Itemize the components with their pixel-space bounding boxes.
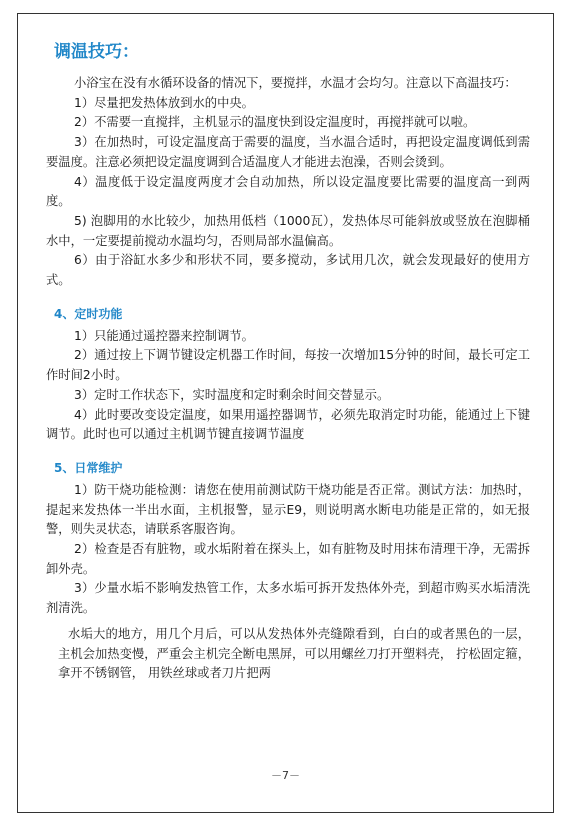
- tip-item: 4）温度低于设定温度两度才会自动加热，所以设定温度要比需要的温度高一到两度。: [46, 174, 530, 209]
- tip-item: 2）不需要一直搅拌，主机显示的温度快到设定温度时，再搅拌就可以啦。: [74, 115, 476, 130]
- tip-item: 5) 泡脚用的水比较少，加热用低档（1000瓦），发热体尽可能斜放或竖放在泡脚桶水中，一定要提前搅动水温均匀，否则局部水温偏高。: [46, 213, 530, 248]
- section-heading-maintenance: 5、日常维护: [54, 460, 123, 475]
- intro-paragraph: 小浴宝在没有水循环设备的情况下，要搅拌，水温才会均匀。注意以下高温技巧：: [74, 76, 517, 90]
- page-number: －7－: [271, 769, 300, 782]
- page-content: [46, 40, 530, 684]
- maintenance-item: 1）防干烧功能检测：请您在使用前测试防干烧功能是否正常。测试方法：加热时，提起来发热体一半出水面，主机报警，显示E9，则说明离水断电功能是正常的，如无报警，则失灵状态，请联系客服咨询。: [46, 482, 530, 537]
- maintenance-item: 3）少量水垢不影响发热管工作，太多水垢可拆开发热体外壳，到超市购买水垢清洗剂清洗。: [46, 581, 530, 616]
- tip-item: 3）在加热时，可设定温度高于需要的温度，当水温合适时，再把设定温度调低到需要温度。注意必须把设定温度调到合适温度人才能进去泡澡，否则会烫到。: [46, 135, 530, 169]
- maintenance-item: 2）检查是否有脏物，或水垢附着在探头上，如有脏物及时用抹布清理干净，无需拆卸外壳。: [46, 542, 530, 576]
- tip-item: 6）由于浴缸水多少和形状不同，要多搅动，多试用几次，就会发现最好的使用方式。: [46, 253, 530, 288]
- timer-item: 2）通过按上下调节键设定机器工作时间，每按一次增加15分钟的时间，最长可定工作时间2小时。: [46, 348, 530, 383]
- maintenance-note: 水垢大的地方，用几个月后，可以从发热体外壳缝隙看到，白白的或者黑色的一层，主机会加热变慢，严重会主机完全断电黑屏，可以用螺丝刀打开塑料壳， 拧松固定箍，拿开不锈钢管， 用铁丝球或者刀片把两: [58, 626, 530, 681]
- timer-item: 3）定时工作状态下，实时温度和定时剩余时间交替显示。: [74, 387, 390, 402]
- timer-item: 1）只能通过遥控器来控制调节。: [74, 328, 254, 343]
- section-title-temperature-tips: 调温技巧：: [54, 42, 139, 62]
- section-heading-timer: 4、定时功能: [54, 306, 123, 321]
- tip-item: 1）尽量把发热体放到水的中央。: [74, 95, 254, 110]
- timer-item: 4）此时要改变设定温度，如果用遥控器调节，必须先取消定时功能，能通过上下键调节。此时也可以通过主机调节键直接调节温度: [46, 407, 530, 442]
